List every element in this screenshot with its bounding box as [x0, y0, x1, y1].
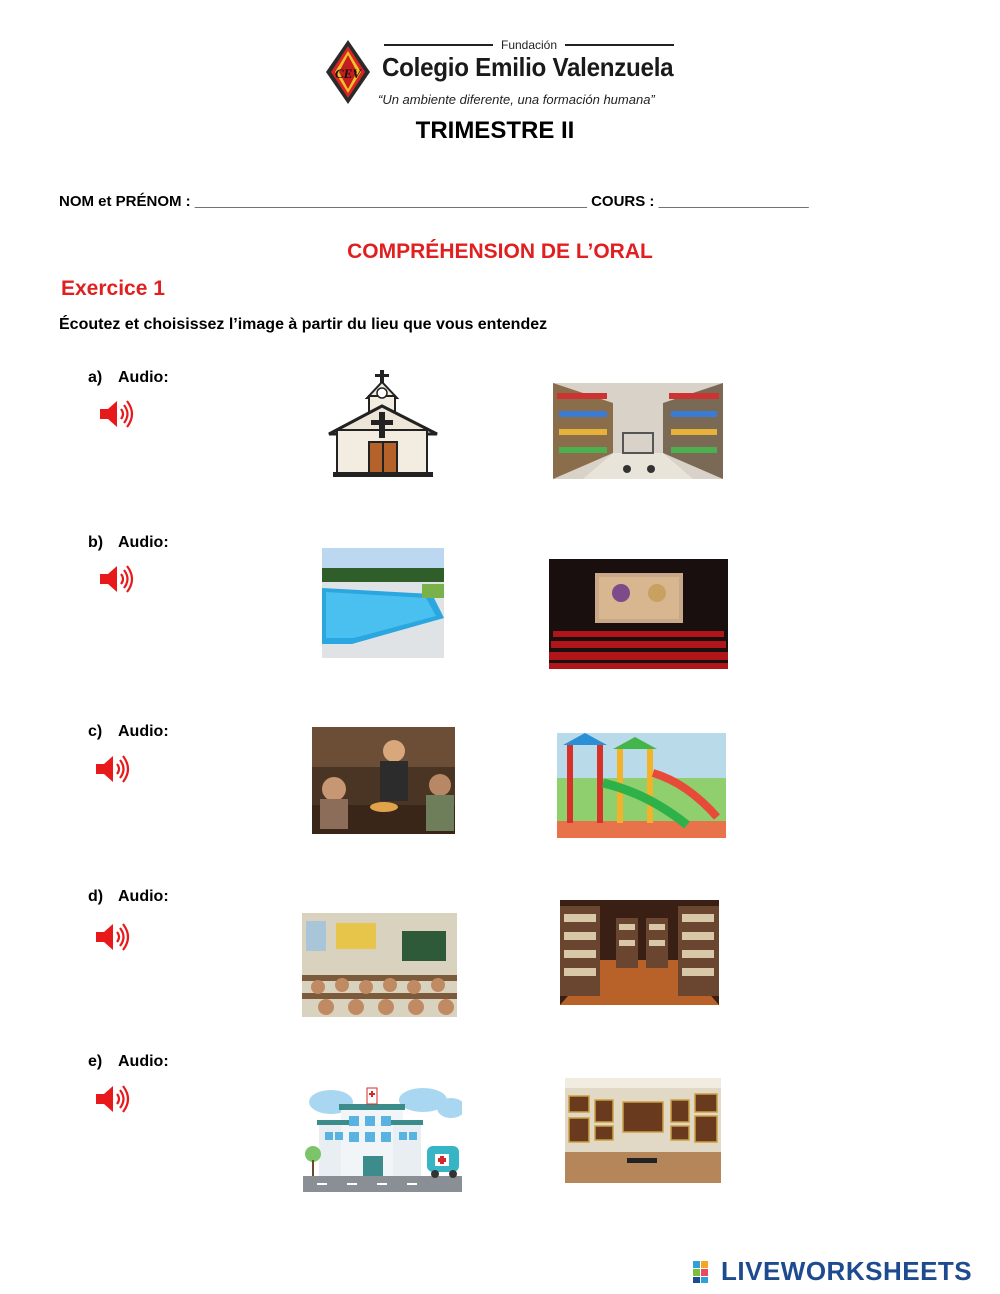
audio-label: Audio: [118, 534, 169, 551]
school-motto: “Un ambiente diferente, una formación humana” [378, 92, 655, 107]
page-title: TRIMESTRE II [415, 117, 575, 144]
option-swimming-pool-image[interactable] [322, 548, 444, 658]
item-letter: b) [88, 534, 104, 551]
option-restaurant-image[interactable] [312, 727, 455, 834]
option-playground-image[interactable] [557, 733, 726, 838]
liveworksheets-logo-icon [693, 1261, 717, 1283]
school-name: Colegio Emilio Valenzuela [382, 52, 674, 82]
student-name-course-line[interactable]: NOM et PRÉNOM : _______________________________________________ COURS : __________________ [59, 193, 809, 210]
item-d-label [88, 888, 169, 906]
item-e-label [88, 1053, 169, 1071]
audio-label: Audio: [118, 369, 169, 386]
exercise-title: Exercice 1 [61, 277, 165, 300]
item-c-label [88, 723, 169, 741]
audio-label: Audio: [118, 888, 169, 905]
school-logo-emblem [326, 40, 370, 104]
audio-label: Audio: [118, 723, 169, 740]
item-b-label [88, 534, 169, 552]
option-library-image[interactable] [560, 900, 719, 1005]
audio-label: Audio: [118, 1053, 169, 1070]
item-letter: c) [88, 723, 103, 740]
option-cinema-image[interactable] [549, 559, 728, 669]
svg-text:CEV: CEV [334, 66, 362, 81]
option-classroom-image[interactable] [302, 913, 457, 1017]
logo-foundation-line [384, 38, 674, 52]
option-museum-image[interactable] [565, 1078, 721, 1183]
speaker-icon[interactable] [98, 398, 136, 430]
speaker-icon[interactable] [98, 563, 136, 595]
exercise-instruction: Écoutez et choisissez l’image à partir du lieu que vous entendez [59, 316, 548, 333]
item-letter: e) [88, 1053, 103, 1070]
item-letter: a) [88, 369, 103, 386]
liveworksheets-brand [693, 1256, 972, 1287]
liveworksheets-text: LIVEWORKSHEETS [721, 1256, 973, 1286]
speaker-icon[interactable] [94, 1083, 132, 1115]
speaker-icon[interactable] [94, 921, 132, 953]
option-hospital-image[interactable] [303, 1080, 462, 1192]
section-title: COMPRÉHENSION DE L’ORAL [347, 240, 653, 263]
option-church-image[interactable] [327, 370, 439, 478]
option-supermarket-image[interactable] [553, 383, 723, 479]
logo-foundation-text: Fundación [500, 38, 558, 52]
item-a-label [88, 369, 169, 387]
speaker-icon[interactable] [94, 753, 132, 785]
item-letter: d) [88, 888, 104, 905]
